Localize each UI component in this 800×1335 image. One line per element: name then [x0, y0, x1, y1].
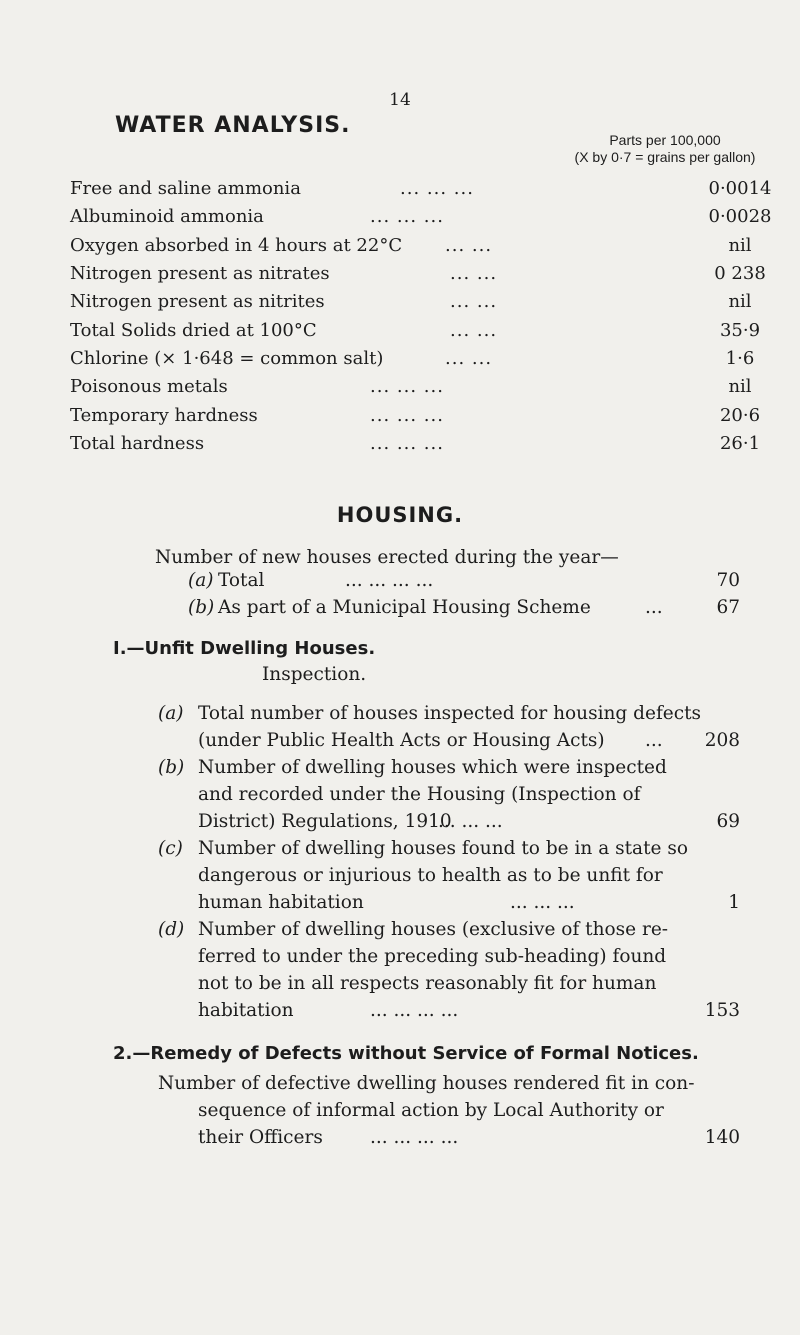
water-row-label: Temporary hardness: [70, 405, 258, 426]
water-row-label: Free and saline ammonia: [70, 178, 301, 199]
item-b-line: District) Regulations, 1910: [198, 811, 452, 832]
remedy-value: 140: [704, 1127, 740, 1148]
leader-dots: ... ... ...: [370, 206, 444, 227]
water-row: [70, 263, 766, 293]
leader-dots: ... ... ...: [370, 405, 444, 426]
item-mark: (b): [158, 757, 185, 778]
water-row-value: 20·6: [719, 405, 761, 426]
leader-dots: ...: [645, 730, 663, 751]
units-caption: [530, 132, 800, 166]
leader-dots: ... ...: [445, 348, 493, 369]
housing-title: HOUSING.: [336, 503, 464, 527]
municipal-scheme-label: As part of a Municipal Housing Scheme: [218, 597, 591, 618]
leader-dots: ... ...: [445, 235, 493, 256]
water-row-label: Total Solids dried at 100°C: [70, 320, 317, 341]
leader-dots: ... ... ...: [510, 892, 575, 913]
leader-dots: ... ...: [450, 263, 498, 284]
water-row-value: nil: [728, 376, 752, 397]
units-line-1: Parts per 100,000: [609, 132, 721, 148]
water-row-value: 26·1: [719, 433, 761, 454]
item-a-line: Total number of houses inspected for housing defects: [198, 703, 702, 724]
water-row: [70, 433, 761, 463]
water-row: [70, 235, 752, 265]
leader-dots: ... ... ... ...: [370, 1000, 459, 1021]
leader-dots: ... ... ... ...: [345, 570, 434, 591]
leader-dots: ... ... ...: [370, 433, 444, 454]
item-c-line: dangerous or injurious to health as to be unfit for: [198, 865, 663, 886]
housing-intro: Number of new houses erected during the year—: [155, 547, 619, 568]
item-b-value: 69: [716, 811, 740, 832]
water-row: [70, 348, 755, 378]
water-row-label: Total hardness: [70, 433, 205, 454]
new-houses-total-value: 70: [716, 570, 740, 591]
item-c-value: 1: [728, 892, 740, 913]
water-row: [70, 206, 772, 236]
water-row-value: 1·6: [725, 348, 755, 369]
water-row-label: Oxygen absorbed in 4 hours at 22°C: [70, 235, 403, 256]
item-a-value: 208: [704, 730, 740, 751]
section-2-heading: 2.—Remedy of Defects without Service of Formal Notices.: [113, 1043, 699, 1064]
water-row-label: Nitrogen present as nitrates: [70, 263, 330, 284]
page-number: 14: [389, 90, 411, 110]
remedy-line: Number of defective dwelling houses rendered fit in con-: [158, 1073, 695, 1094]
water-row: [70, 376, 752, 406]
water-row: [70, 291, 752, 321]
water-row-value: nil: [728, 291, 752, 312]
item-mark: (c): [158, 838, 183, 859]
municipal-scheme-value: 67: [716, 597, 740, 618]
section-1-heading: I.—Unfit Dwelling Houses.: [113, 638, 376, 659]
leader-dots: ... ... ...: [370, 376, 444, 397]
leader-dots: ... ... ... ...: [370, 1127, 459, 1148]
item-c-line: Number of dwelling houses found to be in a state so: [198, 838, 688, 859]
item-c-line: human habitation: [198, 892, 364, 913]
water-row: [70, 320, 761, 350]
water-row-label: Poisonous metals: [70, 376, 228, 397]
item-d-line: Number of dwelling houses (exclusive of those re-: [198, 919, 669, 940]
water-row-value: 0 238: [714, 263, 766, 284]
water-row: [70, 405, 761, 435]
water-row-value: nil: [728, 235, 752, 256]
inspection-subheading: Inspection.: [262, 664, 367, 685]
leader-dots: ... ... ...: [400, 178, 474, 199]
item-d-line: ferred to under the preceding sub-heading) found: [198, 946, 667, 967]
item-mark: (a): [158, 703, 184, 724]
leader-dots: ... ... ...: [438, 811, 503, 832]
remedy-line: their Officers: [198, 1127, 323, 1148]
water-row-value: 0·0028: [708, 206, 772, 227]
water-row-label: Albuminoid ammonia: [70, 206, 264, 227]
item-d-line: habitation: [198, 1000, 294, 1021]
water-row-value: 0·0014: [708, 178, 772, 199]
water-row-label: Chlorine (× 1·648 = common salt): [70, 348, 384, 369]
item-mark: (a): [188, 570, 214, 591]
water-analysis-title: WATER ANALYSIS.: [115, 113, 351, 138]
leader-dots: ...: [645, 597, 663, 618]
item-a-line: (under Public Health Acts or Housing Acts): [198, 730, 605, 751]
item-d-line: not to be in all respects reasonably fit for human: [198, 973, 657, 994]
item-d-value: 153: [704, 1000, 740, 1021]
water-row: [70, 178, 772, 208]
new-houses-total-label: Total: [218, 570, 265, 591]
water-row-value: 35·9: [719, 320, 761, 341]
item-b-line: Number of dwelling houses which were inspected: [198, 757, 667, 778]
leader-dots: ... ...: [450, 291, 498, 312]
item-mark: (b): [188, 597, 215, 618]
leader-dots: ... ...: [450, 320, 498, 341]
units-line-2: (X by 0·7 = grains per gallon): [574, 149, 756, 165]
remedy-line: sequence of informal action by Local Authority or: [198, 1100, 664, 1121]
item-mark: (d): [158, 919, 185, 940]
water-row-label: Nitrogen present as nitrites: [70, 291, 325, 312]
item-b-line: and recorded under the Housing (Inspection of: [198, 784, 641, 805]
